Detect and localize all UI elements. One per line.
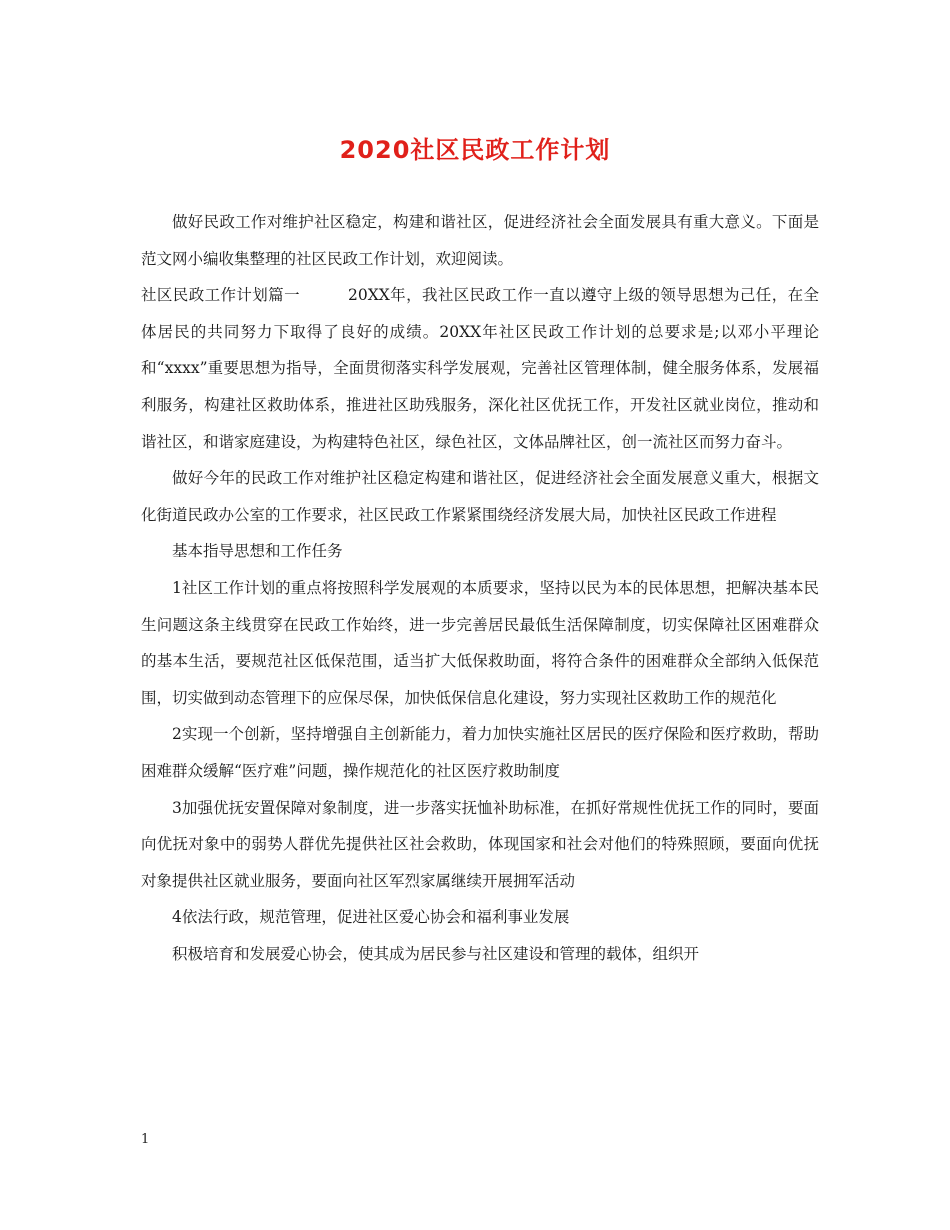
section-text: 20XX年，我社区民政工作一直以遵守上级的领导思想为己任，在全体居民的共同努力下取得了良好的成绩。20XX年社区民政工作计划的总要求是;以邓小平理论和“xxxx”重要思想为指导，全面贯彻落实科学发展观，完善社区管理体制，健全服务体系，发展福利服务，构建社区救助体系，推进社区助残服务，深化社区优抚工作，开发社区就业岗位，推动和谐社区，和谐家庭建设，为构建特色社区，绿色社区，文体品牌社区，创一流社区而努力奋斗。	[141, 286, 819, 451]
document-title: 2020社区民政工作计划	[339, 136, 611, 164]
paragraph-section-one	[141, 277, 819, 460]
paragraph-this-year: 做好今年的民政工作对维护社区稳定构建和谐社区，促进经济社会全面发展意义重大，根据文化街道民政办公室的工作要求，社区民政工作紧紧围绕经济发展大局，加快社区民政工作进程	[141, 469, 819, 524]
document-body	[141, 204, 819, 972]
paragraph-intro: 做好民政工作对维护社区稳定，构建和谐社区，促进经济社会全面发展具有重大意义。下面是范文网小编收集整理的社区民政工作计划，欢迎阅读。	[141, 213, 819, 268]
paragraph-item-2: 2实现一个创新，坚持增强自主创新能力，着力加快实施社区居民的医疗保险和医疗救助，帮助困难群众缓解“医疗难”问题，操作规范化的社区医疗救助制度	[141, 725, 819, 780]
paragraph-item-1: 1社区工作计划的重点将按照科学发展观的本质要求，坚持以民为本的民体思想，把解决基本民生问题这条主线贯穿在民政工作始终，进一步完善居民最低生活保障制度，切实保障社区困难群众的基本生活，要规范社区低保范围，适当扩大低保救助面，将符合条件的困难群众全部纳入低保范围，切实做到动态管理下的应保尽保，加快低保信息化建设，努力实现社区救助工作的规范化	[141, 578, 819, 707]
page-number: 1	[141, 1132, 150, 1147]
section-heading: 社区民政工作计划篇一	[141, 286, 300, 305]
subheading-guidance: 基本指导思想和工作任务	[172, 542, 343, 561]
paragraph-love-association: 积极培育和发展爱心协会，使其成为居民参与社区建设和管理的载体，组织开	[172, 944, 700, 963]
paragraph-item-3: 3加强优抚安置保障对象制度，进一步落实抚恤补助标准，在抓好常规性优抚工作的同时，要面向优抚对象中的弱势人群优先提供社区社会救助，体现国家和社会对他们的特殊照顾，要面向优抚对象提供社区就业服务，要面向社区军烈家属继续开展拥军活动	[141, 798, 819, 890]
paragraph-item-4: 4依法行政，规范管理，促进社区爱心协会和福利事业发展	[172, 908, 570, 927]
